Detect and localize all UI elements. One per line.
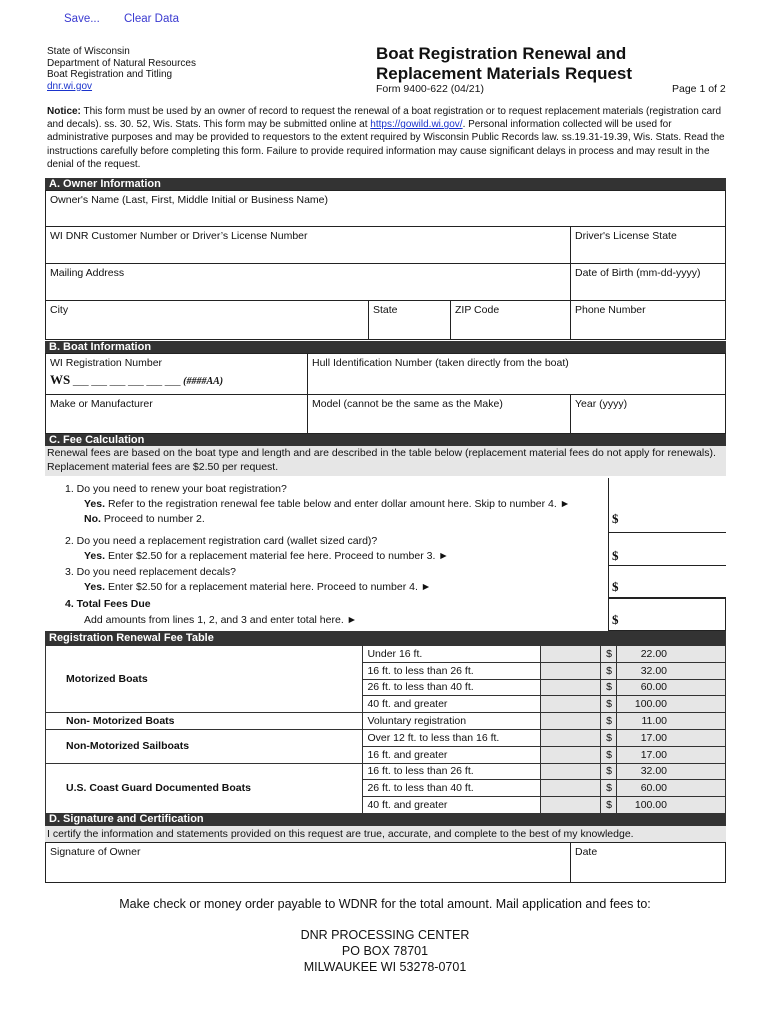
page-number: Page 1 of 2 — [672, 83, 726, 95]
notice-label: Notice: — [47, 106, 81, 117]
question-2: 2. Do you need a replacement registration card (wallet sized card)? — [65, 535, 378, 547]
gowild-link[interactable]: https://gowild.wi.gov/ — [370, 119, 463, 131]
form-title: Boat Registration Renewal and Replacement Materials Request — [376, 44, 633, 83]
question-1-yes — [84, 497, 570, 512]
fee-amount: 60.00 — [617, 780, 726, 797]
fee-amount: 22.00 — [617, 646, 726, 663]
fee-size: Under 16 ft. — [363, 646, 541, 663]
q2-yes-text: Enter $2.50 for a replacement material fee here. Proceed to number 3. ► — [105, 550, 449, 562]
fee-spacer — [541, 797, 601, 814]
fee-category: Non-Motorized Sailboats — [46, 729, 363, 763]
fee-amount: 32.00 — [617, 763, 726, 780]
year-label: Year (yyyy) — [575, 398, 628, 410]
registration-number-label: WI Registration Number — [50, 357, 163, 369]
fee-size: 40 ft. and greater — [363, 797, 541, 814]
question-2-yes — [84, 549, 449, 564]
section-c-header: C. Fee Calculation — [45, 434, 726, 446]
fee-currency: $ — [601, 780, 617, 797]
registration-number-field[interactable] — [45, 353, 308, 395]
date-label: Date — [575, 846, 598, 858]
signature-field[interactable] — [45, 842, 571, 883]
ws-prefix: WS — [50, 372, 71, 387]
hull-id-label: Hull Identification Number (taken directly from the boat) — [312, 357, 569, 369]
fee-table-header: Registration Renewal Fee Table — [45, 631, 726, 645]
fee-table-row — [46, 646, 726, 663]
fee-size: 40 ft. and greater — [363, 696, 541, 713]
fee-category: Non- Motorized Boats — [46, 713, 363, 730]
owner-name-label: Owner's Name (Last, First, Middle Initial or Business Name) — [50, 194, 329, 206]
fee-amount: 100.00 — [617, 797, 726, 814]
zip-field[interactable] — [450, 300, 571, 340]
fee-size: 16 ft. to less than 26 ft. — [363, 763, 541, 780]
fee-currency: $ — [601, 646, 617, 663]
line-1-amount-field[interactable] — [608, 478, 726, 533]
fee-spacer — [541, 729, 601, 746]
state-field[interactable] — [368, 300, 451, 340]
ws-blanks: ___ ___ ___ ___ ___ ___ — [72, 376, 181, 387]
question-3: 3. Do you need replacement decals? — [65, 566, 237, 578]
fee-amount: 17.00 — [617, 746, 726, 763]
city-field[interactable] — [45, 300, 369, 340]
section-d-header: D. Signature and Certification — [45, 813, 726, 826]
model-field[interactable] — [307, 394, 571, 434]
mailing-address-line-1: DNR PROCESSING CENTER — [300, 928, 470, 942]
section-b-header: B. Boat Information — [45, 341, 726, 353]
customer-number-field[interactable] — [45, 226, 571, 264]
total-fees-field[interactable] — [608, 598, 726, 631]
line-2-dollar-sign: $ — [612, 548, 619, 563]
q1-yes-text: Refer to the registration renewal fee table below and enter dollar amount here. Skip to number 4. ► — [105, 498, 571, 510]
question-4-text: Add amounts from lines 1, 2, and 3 and enter total here. ► — [84, 614, 358, 626]
question-4: 4. Total Fees Due — [65, 598, 151, 610]
fee-currency: $ — [601, 763, 617, 780]
ws-number-line — [50, 372, 303, 388]
q1-yes-label: Yes. — [84, 498, 106, 510]
fee-currency: $ — [601, 797, 617, 814]
total-dollar-sign: $ — [612, 612, 619, 627]
line-2-amount-field[interactable] — [608, 533, 726, 566]
fee-spacer — [541, 746, 601, 763]
fee-amount: 17.00 — [617, 729, 726, 746]
question-3-yes — [84, 580, 431, 595]
agency-division: Boat Registration and Titling — [47, 69, 173, 80]
phone-field[interactable] — [570, 300, 726, 340]
q3-yes-text: Enter $2.50 for a replacement material here. Proceed to number 4. ► — [105, 581, 432, 593]
dl-state-field[interactable] — [570, 226, 726, 264]
fee-category: Motorized Boats — [46, 646, 363, 713]
certification-text: I certify the information and statements provided on this request are true, accurate, and complete to the best of my knowledge. — [45, 826, 726, 842]
mailing-address-field[interactable] — [45, 263, 571, 301]
mailing-address-line-3: MILWAUKEE WI 53278-0701 — [303, 960, 467, 974]
agency-website-link[interactable]: dnr.wi.gov — [47, 80, 93, 92]
date-field[interactable] — [570, 842, 726, 883]
fee-size: 26 ft. to less than 40 ft. — [363, 679, 541, 696]
year-field[interactable] — [570, 394, 726, 434]
q3-yes-label: Yes. — [84, 581, 106, 593]
notice-text-2: . Personal information collected will be used for administrative purposes and may be provided to requestors to the extent required by Wisconsin Public Records law. ss.19.31-19.39, Wis. Stats. Read the instructions carefully before completing this form. Failure to provide required information may cause significant delays in process and may result in the denial of the request. — [47, 119, 725, 170]
fee-spacer — [541, 696, 601, 713]
fee-intro-text: Renewal fees are based on the boat type and length and are described in the table below (replacement material fees do not apply for renewals). Replacement material fees are $2.50 per request. — [45, 446, 726, 476]
ws-format: (####AA) — [183, 376, 224, 387]
agency-state: State of Wisconsin — [47, 46, 130, 57]
fee-spacer — [541, 662, 601, 679]
fee-amount: 11.00 — [617, 713, 726, 730]
fee-spacer — [541, 763, 601, 780]
fee-amount: 60.00 — [617, 679, 726, 696]
fee-size: 16 ft. to less than 26 ft. — [363, 662, 541, 679]
fee-size: 16 ft. and greater — [363, 746, 541, 763]
mailing-instructions: Make check or money order payable to WDNR for the total amount. Mail application and fees to: — [119, 897, 651, 911]
fee-category: U.S. Coast Guard Documented Boats — [46, 763, 363, 813]
owner-name-field[interactable] — [45, 190, 726, 227]
customer-number-label: WI DNR Customer Number or Driver’s License Number — [50, 230, 308, 242]
q1-no-label: No. — [84, 513, 101, 525]
fee-amount: 100.00 — [617, 696, 726, 713]
mailing-address-label: Mailing Address — [50, 267, 125, 279]
model-label: Model (cannot be the same as the Make) — [312, 398, 503, 410]
line-3-dollar-sign: $ — [612, 579, 619, 594]
notice-paragraph — [47, 105, 727, 171]
fee-table-row — [46, 763, 726, 780]
dob-field[interactable] — [570, 263, 726, 301]
fee-currency: $ — [601, 696, 617, 713]
fee-amount: 32.00 — [617, 662, 726, 679]
fee-currency: $ — [601, 713, 617, 730]
agency-block — [47, 46, 196, 92]
form-number: Form 9400-622 (04/21) — [376, 83, 484, 95]
agency-department: Department of Natural Resources — [47, 57, 196, 69]
fee-size: Over 12 ft. to less than 16 ft. — [363, 729, 541, 746]
mailing-address-line-2: PO BOX 78701 — [341, 944, 429, 958]
city-label: City — [50, 304, 69, 316]
fee-table-row — [46, 729, 726, 746]
fee-currency: $ — [601, 746, 617, 763]
fee-spacer — [541, 713, 601, 730]
fee-size: 26 ft. to less than 40 ft. — [363, 780, 541, 797]
question-1: 1. Do you need to renew your boat registration? — [65, 483, 287, 495]
hull-id-field[interactable] — [307, 353, 726, 395]
make-label: Make or Manufacturer — [50, 398, 153, 410]
fee-currency: $ — [601, 729, 617, 746]
q1-no-text: Proceed to number 2. — [100, 513, 205, 525]
dob-label: Date of Birth (mm-dd-yyyy) — [575, 267, 701, 279]
section-a-header: A. Owner Information — [45, 178, 726, 190]
line-3-amount-field[interactable] — [608, 566, 726, 598]
fee-size: Voluntary registration — [363, 713, 541, 730]
dl-state-label: Driver's License State — [575, 230, 677, 242]
fee-table — [45, 645, 726, 814]
fee-currency: $ — [601, 679, 617, 696]
fee-spacer — [541, 679, 601, 696]
notice-text-1: This form must be used by an owner of record to request the renewal of a boat registration or to request replacement materials (registration card and decals). ss. 30. 52, Wis. Stats. This form may be submitted online at — [47, 106, 722, 131]
phone-label: Phone Number — [575, 304, 646, 316]
state-label: State — [373, 304, 398, 316]
fee-table-row — [46, 713, 726, 730]
fee-spacer — [541, 646, 601, 663]
zip-label: ZIP Code — [455, 304, 500, 316]
make-field[interactable] — [45, 394, 308, 434]
save-button[interactable]: Save... — [64, 13, 100, 25]
question-1-no — [84, 512, 205, 527]
fee-spacer — [541, 780, 601, 797]
line-1-dollar-sign: $ — [612, 511, 619, 526]
fee-currency: $ — [601, 662, 617, 679]
q2-yes-label: Yes. — [84, 550, 106, 562]
signature-label: Signature of Owner — [50, 846, 141, 858]
clear-data-button[interactable]: Clear Data — [124, 13, 179, 25]
